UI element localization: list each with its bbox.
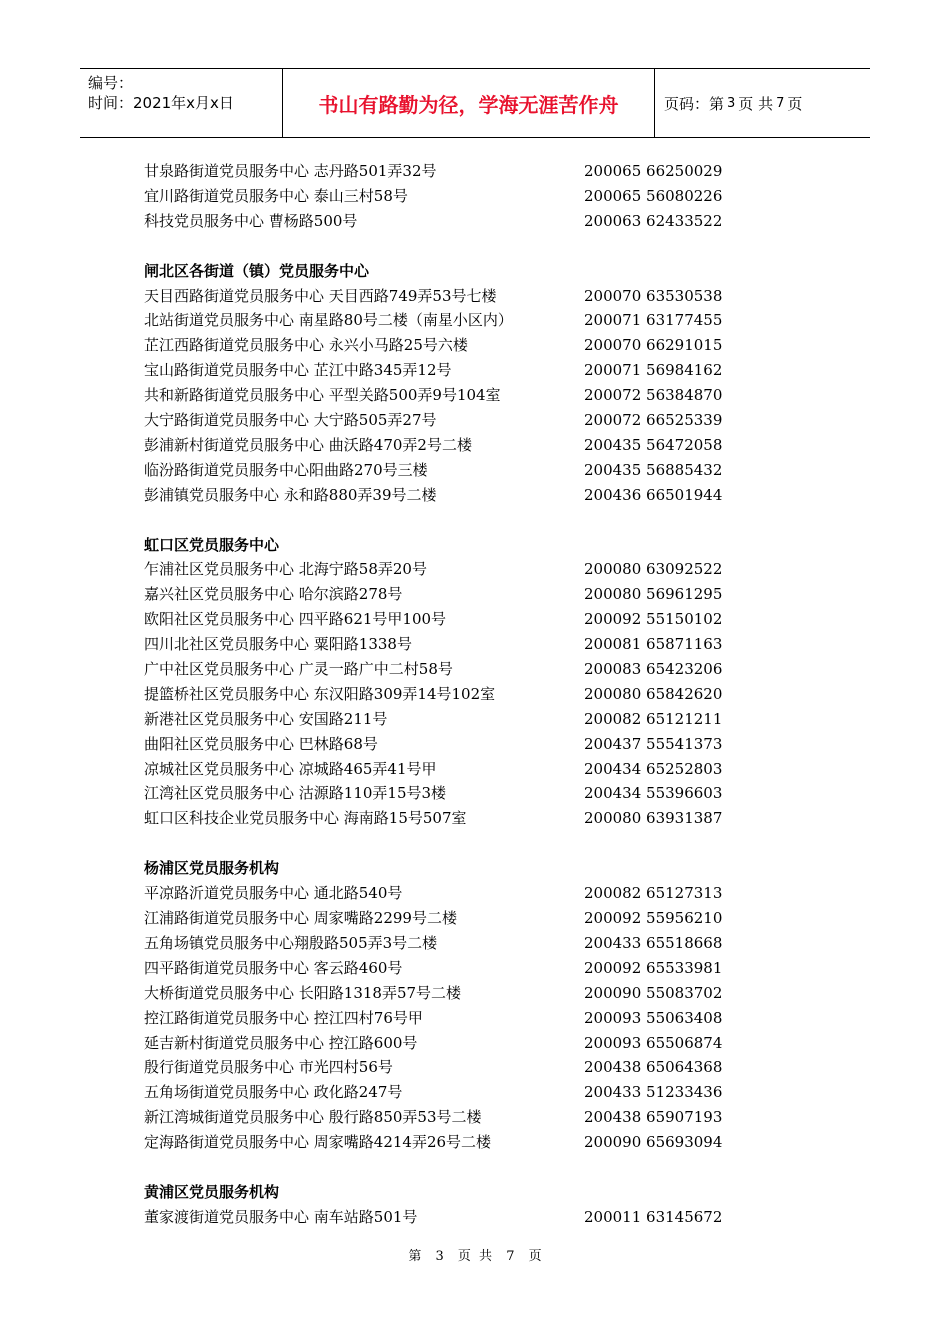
service-center-address: 大桥街道党员服务中心 长阳路1318弄57号二楼 xyxy=(144,983,462,1002)
service-center-address: 新港社区党员服务中心 安国路211号 xyxy=(144,709,388,728)
list-item xyxy=(144,682,784,707)
list-item xyxy=(144,881,784,906)
postcode-phone: 200070 66291015 xyxy=(584,336,723,355)
postcode-phone: 200433 51233436 xyxy=(584,1083,723,1102)
service-center-address: 芷江西路街道党员服务中心 永兴小马路25号六楼 xyxy=(144,336,468,355)
section-heading: 杨浦区党员服务机构 xyxy=(144,859,280,878)
service-center-address: 四川北社区党员服务中心 粟阳路1338号 xyxy=(144,635,412,654)
list-item xyxy=(144,308,784,333)
service-center-address: 四平路街道党员服务中心 客云路460号 xyxy=(144,958,403,977)
section-heading: 黄浦区党员服务机构 xyxy=(144,1182,280,1201)
postcode-phone: 200082 65127313 xyxy=(584,884,723,903)
list-item xyxy=(144,408,784,433)
service-center-address: 董家渡街道党员服务中心 南车站路501号 xyxy=(144,1207,418,1226)
service-center-address: 乍浦社区党员服务中心 北海宁路58弄20号 xyxy=(144,560,427,579)
service-center-address: 五角场街道党员服务中心 政化路247号 xyxy=(144,1083,403,1102)
list-item xyxy=(144,1080,784,1105)
postcode-phone: 200080 63092522 xyxy=(584,560,723,579)
list-item xyxy=(144,632,784,657)
service-center-address: 共和新路街道党员服务中心 平型关路500弄9号104室 xyxy=(144,386,501,405)
postcode-phone: 200072 66525339 xyxy=(584,411,723,430)
postcode-phone: 200063 62433522 xyxy=(584,211,723,230)
list-item xyxy=(144,1055,784,1080)
postcode-phone: 200435 56472058 xyxy=(584,435,723,454)
footer-suffix: 页 xyxy=(528,1249,542,1264)
list-item xyxy=(144,732,784,757)
postcode-phone: 200080 65842620 xyxy=(584,684,723,703)
list-item xyxy=(144,1130,784,1155)
list-item xyxy=(144,557,784,582)
service-center-address: 宝山路街道党员服务中心 芷江中路345弄12号 xyxy=(144,361,452,380)
service-center-address: 控江路街道党员服务中心 控江四村76号甲 xyxy=(144,1008,423,1027)
document-body xyxy=(144,159,784,1230)
service-center-address: 五角场镇党员服务中心翔殷路505弄3号二楼 xyxy=(144,933,438,952)
postcode-phone: 200072 56384870 xyxy=(584,386,723,405)
service-center-address: 临汾路街道党员服务中心阳曲路270号三楼 xyxy=(144,460,428,479)
list-item xyxy=(144,358,784,383)
list-item xyxy=(144,184,784,209)
list-item xyxy=(144,1105,784,1130)
page-footer xyxy=(0,1245,950,1264)
postcode-phone: 200081 65871163 xyxy=(584,635,723,654)
list-item xyxy=(144,956,784,981)
page-prefix: 页码：第 xyxy=(664,94,725,113)
postcode-phone: 200433 65518668 xyxy=(584,933,723,952)
service-center-address: 定海路街道党员服务中心 周家嘴路4214弄26号二楼 xyxy=(144,1133,492,1152)
page-suffix: 页 xyxy=(787,94,803,113)
service-center-address: 殷行街道党员服务中心 市光四村56号 xyxy=(144,1058,393,1077)
postcode-phone: 200434 55396603 xyxy=(584,784,723,803)
postcode-phone: 200435 56885432 xyxy=(584,460,723,479)
list-item xyxy=(144,931,784,956)
document-date: 时间：2021年x月x日 xyxy=(88,94,234,112)
list-item xyxy=(144,1205,784,1230)
service-center-address: 科技党员服务中心 曹杨路500号 xyxy=(144,211,358,230)
service-center-address: 平凉路沂道党员服务中心 通北路540号 xyxy=(144,884,403,903)
postcode-phone: 200092 55956210 xyxy=(584,909,723,928)
postcode-phone: 200093 65506874 xyxy=(584,1033,723,1052)
postcode-phone: 200065 66250029 xyxy=(584,162,723,180)
postcode-phone: 200080 63931387 xyxy=(584,809,723,828)
service-center-address: 宜川路街道党员服务中心 泰山三村58号 xyxy=(144,186,408,205)
postcode-phone: 200071 63177455 xyxy=(584,311,723,330)
postcode-phone: 200092 55150102 xyxy=(584,610,723,629)
service-center-address: 虹口区科技企业党员服务中心 海南路15号507室 xyxy=(144,809,467,828)
document-number-label: 编号： xyxy=(88,74,134,92)
list-item xyxy=(144,209,784,234)
list-item xyxy=(144,657,784,682)
postcode-phone: 200083 65423206 xyxy=(584,660,723,679)
service-center-address: 北站街道党员服务中心 南星路80号二楼（南星小区内） xyxy=(144,311,513,330)
service-center-address: 嘉兴社区党员服务中心 哈尔滨路278号 xyxy=(144,585,403,604)
section-heading: 虹口区党员服务中心 xyxy=(144,535,280,554)
list-item xyxy=(144,1031,784,1056)
service-center-address: 天目西路街道党员服务中心 天目西路749弄53号七楼 xyxy=(144,286,497,305)
list-item xyxy=(144,1006,784,1031)
service-center-address: 新江湾城街道党员服务中心 殷行路850弄53号二楼 xyxy=(144,1108,482,1127)
service-center-address: 大宁路街道党员服务中心 大宁路505弄27号 xyxy=(144,411,437,430)
list-item xyxy=(144,906,784,931)
postcode-phone: 200065 56080226 xyxy=(584,186,723,205)
postcode-phone: 200438 65064368 xyxy=(584,1058,723,1077)
postcode-phone: 200071 56984162 xyxy=(584,361,723,380)
service-center-address: 欧阳社区党员服务中心 四平路621号甲100号 xyxy=(144,610,447,629)
postcode-phone: 200093 55063408 xyxy=(584,1008,723,1027)
service-center-address: 凉城社区党员服务中心 凉城路465弄41号甲 xyxy=(144,759,437,778)
header-meta xyxy=(80,69,282,137)
footer-page-total: 7 xyxy=(506,1249,515,1264)
service-center-address: 江湾社区党员服务中心 沽源路110弄15号3楼 xyxy=(144,784,447,803)
footer-prefix: 第 xyxy=(408,1249,422,1264)
postcode-phone: 200438 65907193 xyxy=(584,1108,723,1127)
list-item xyxy=(144,159,784,184)
footer-mid: 页 共 xyxy=(457,1249,493,1264)
postcode-phone: 200090 65693094 xyxy=(584,1133,723,1152)
list-item xyxy=(144,607,784,632)
service-center-address: 曲阳社区党员服务中心 巴林路68号 xyxy=(144,734,378,753)
list-item xyxy=(144,806,784,831)
list-item xyxy=(144,707,784,732)
header-page-indicator xyxy=(655,69,870,137)
postcode-phone: 200070 63530538 xyxy=(584,286,723,305)
postcode-phone: 200434 65252803 xyxy=(584,759,723,778)
page-mid: 页 共 xyxy=(738,94,774,113)
section-heading: 闸北区各街道（镇）党员服务中心 xyxy=(144,261,370,280)
service-center-address: 甘泉路街道党员服务中心 志丹路501弄32号 xyxy=(144,162,437,180)
postcode-phone: 200090 55083702 xyxy=(584,983,723,1002)
postcode-phone: 200011 63145672 xyxy=(584,1207,723,1226)
postcode-phone: 200437 55541373 xyxy=(584,734,723,753)
page-total: 7 xyxy=(776,95,785,111)
list-item xyxy=(144,383,784,408)
service-center-address: 江浦路街道党员服务中心 周家嘴路2299号二楼 xyxy=(144,909,457,928)
header-motto: 书山有路勤为径，学海无涯苦作舟 xyxy=(282,69,655,137)
postcode-phone: 200082 65121211 xyxy=(584,709,723,728)
list-item xyxy=(144,781,784,806)
page-number: 3 xyxy=(727,95,736,111)
list-item xyxy=(144,333,784,358)
list-item xyxy=(144,433,784,458)
service-center-address: 广中社区党员服务中心 广灵一路广中二村58号 xyxy=(144,660,453,679)
postcode-phone: 200080 56961295 xyxy=(584,585,723,604)
postcode-phone: 200436 66501944 xyxy=(584,485,723,504)
list-item xyxy=(144,284,784,309)
list-item xyxy=(144,757,784,782)
list-item xyxy=(144,483,784,508)
service-center-address: 延吉新村街道党员服务中心 控江路600号 xyxy=(144,1033,418,1052)
postcode-phone: 200092 65533981 xyxy=(584,958,723,977)
service-center-address: 提篮桥社区党员服务中心 东汉阳路309弄14号102室 xyxy=(144,684,496,703)
service-center-address: 彭浦新村街道党员服务中心 曲沃路470弄2号二楼 xyxy=(144,435,472,454)
list-item xyxy=(144,582,784,607)
footer-page-number: 3 xyxy=(435,1249,444,1264)
list-item xyxy=(144,981,784,1006)
page-header xyxy=(80,68,870,138)
service-center-address: 彭浦镇党员服务中心 永和路880弄39号二楼 xyxy=(144,485,437,504)
list-item xyxy=(144,458,784,483)
